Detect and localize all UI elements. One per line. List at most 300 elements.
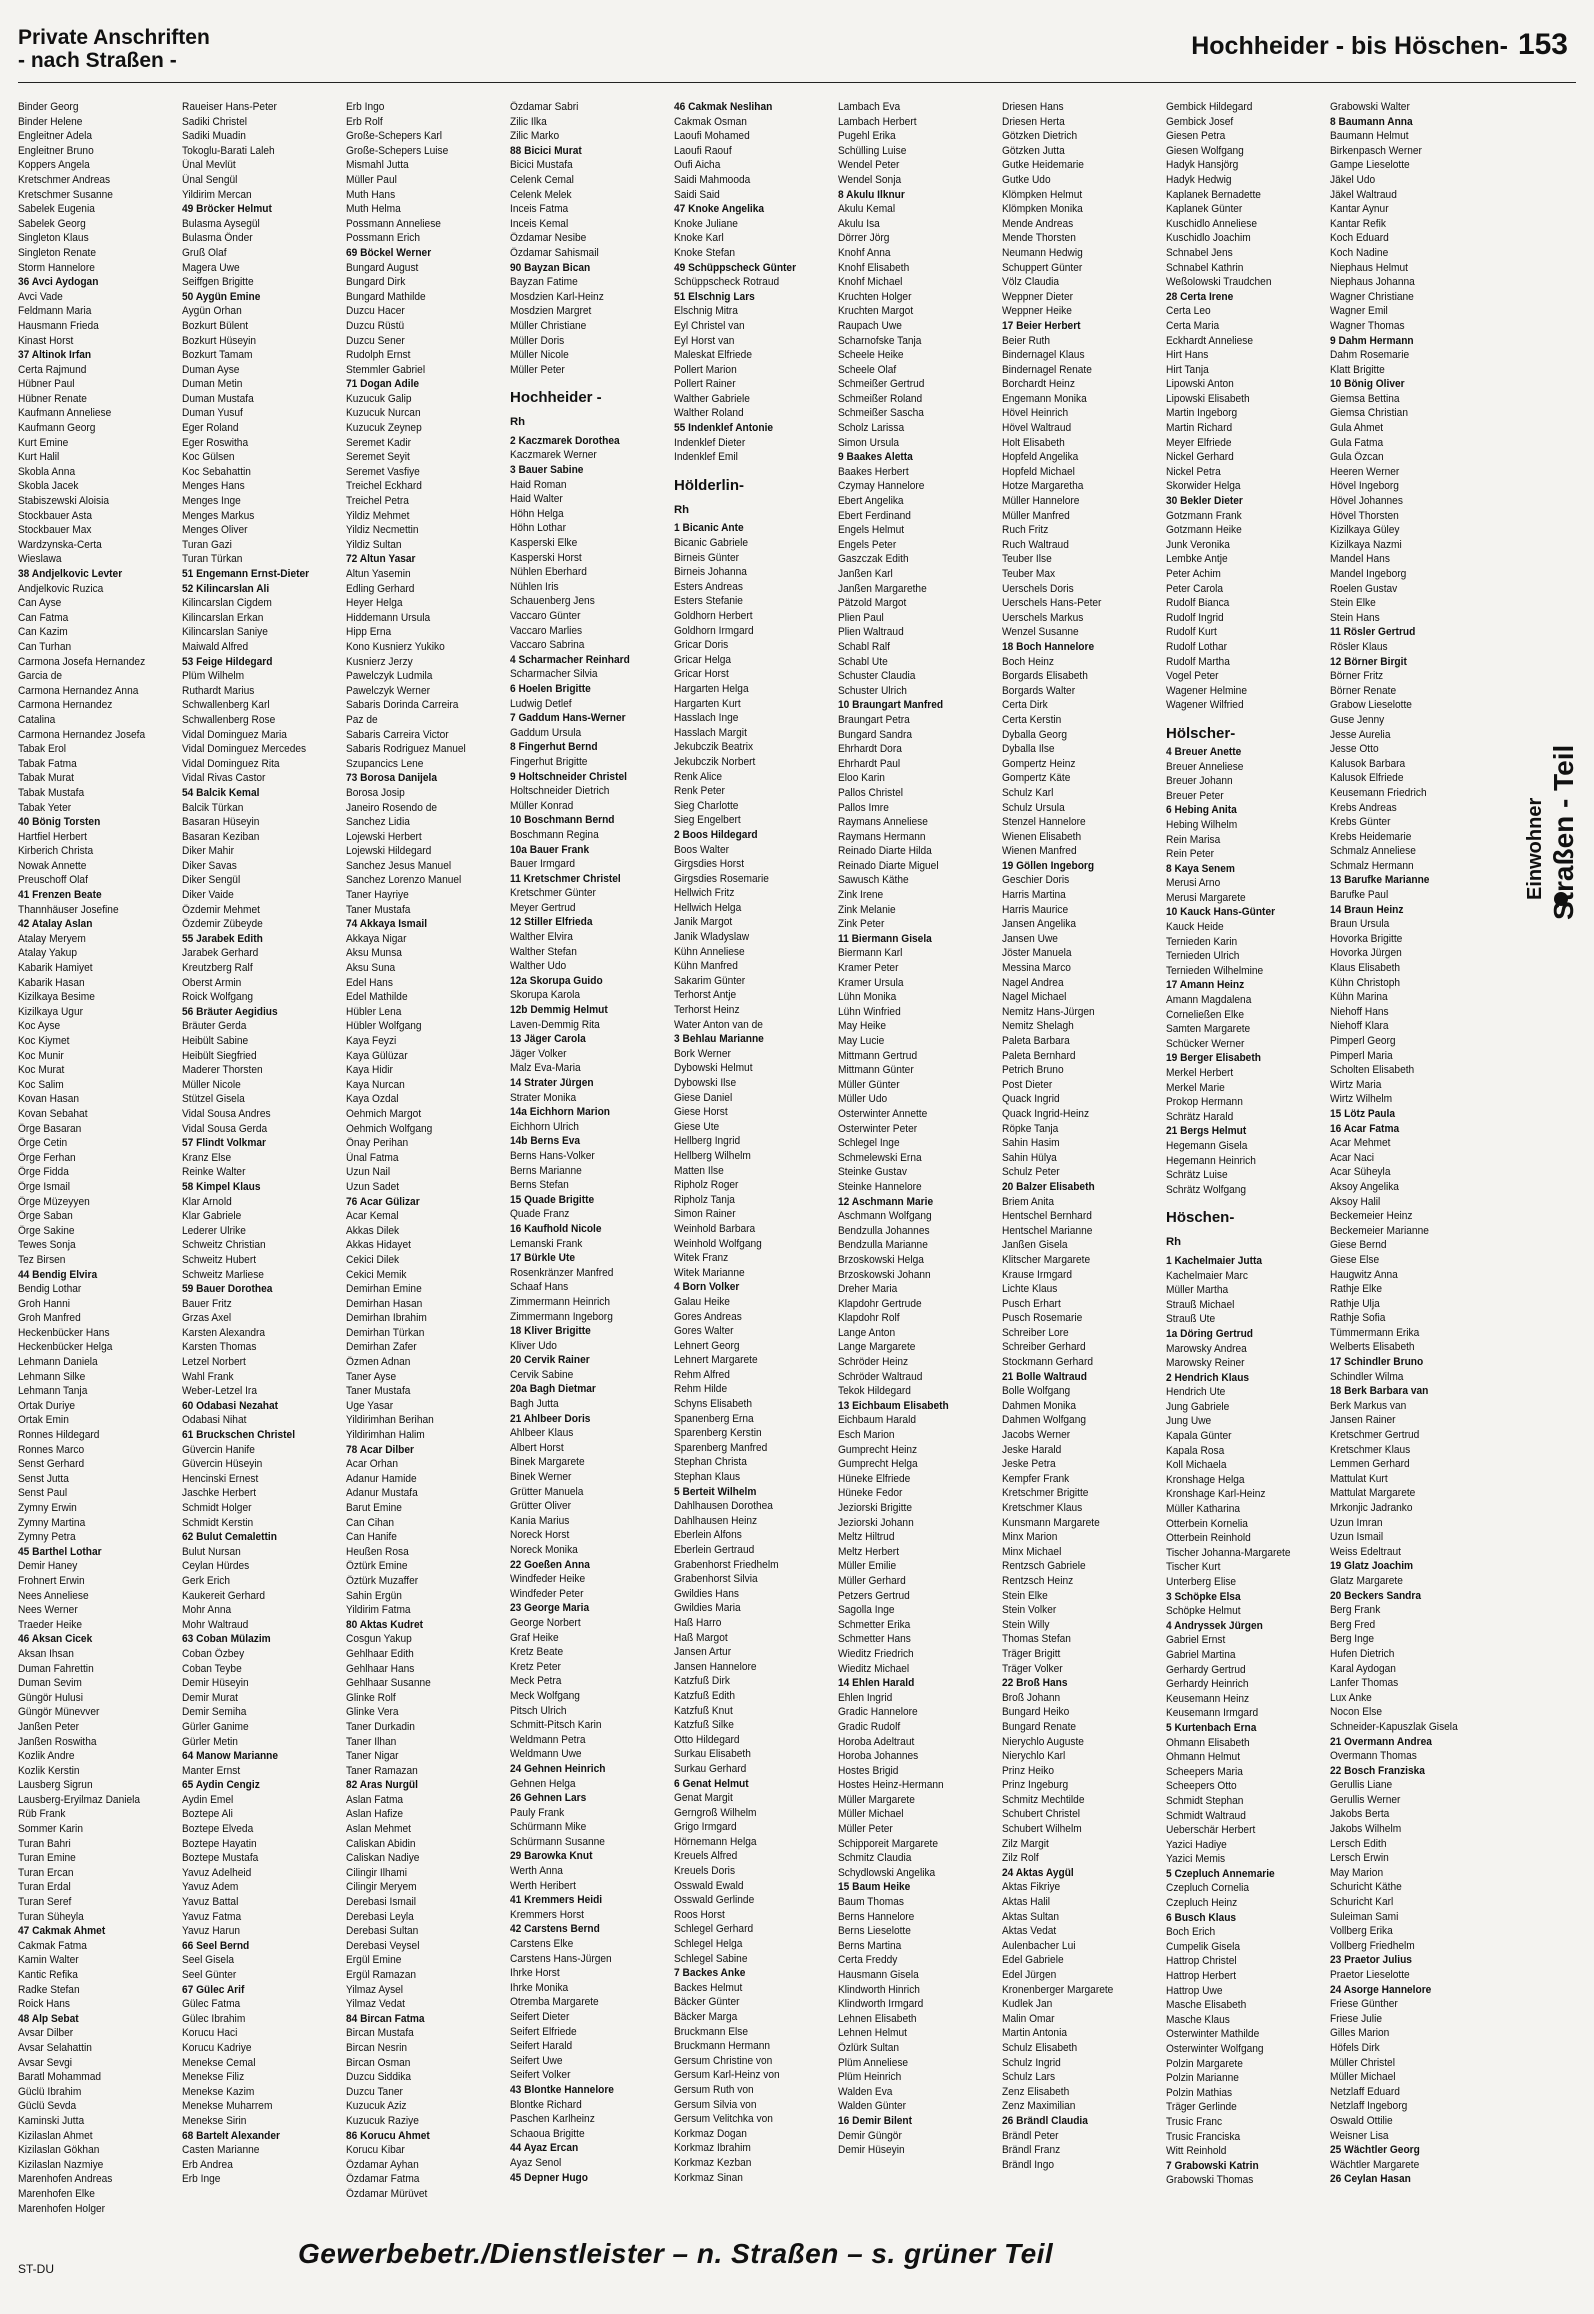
resident-entry: Akkas Hidayet: [346, 1239, 411, 1252]
resident-entry: Uerschels Markus: [1002, 611, 1084, 624]
resident-entry: Sakarim Günter: [674, 974, 746, 987]
resident-entry: Heibült Sabine: [182, 1035, 249, 1047]
resident-entry: Paleta Bernhard: [1002, 1049, 1076, 1062]
resident-entry: Rosenkränzer Manfred: [510, 1266, 614, 1279]
resident-entry: Boztepe Hayatin: [182, 1837, 257, 1850]
resident-entry: Masche Elisabeth: [1166, 1999, 1247, 2012]
resident-entry: Schlegel Helga: [674, 1938, 743, 1951]
resident-entry: May Lucie: [838, 1035, 885, 1047]
resident-entry: Klömpken Monika: [1002, 203, 1083, 216]
resident-entry: Cumpelik Gisela: [1166, 1940, 1241, 1953]
resident-entry: Kirberich Christa: [18, 845, 94, 858]
resident-entry: 42 Carstens Bernd: [510, 1923, 600, 1936]
resident-entry: Önay Perihan: [346, 1137, 409, 1150]
resident-entry: Schüppscheck Rotraud: [674, 276, 780, 289]
resident-entry: Bozkurt Bülent: [182, 319, 249, 332]
resident-entry: Tewes Sonja: [18, 1239, 76, 1252]
resident-entry: Hargarten Kurt: [674, 697, 741, 710]
resident-entry: Scheepers Otto: [1166, 1780, 1237, 1793]
resident-entry: Ortak Duriye: [18, 1399, 76, 1412]
resident-entry: 11 Rösler Gertrud: [1330, 626, 1416, 639]
resident-entry: Karsten Alexandra: [182, 1326, 266, 1339]
resident-entry: Schröder Heinz: [838, 1356, 909, 1369]
resident-entry: Peter Achim: [1166, 568, 1221, 580]
resident-entry: 22 Broß Hans: [1002, 1677, 1068, 1690]
resident-entry: Uerschels Hans-Peter: [1002, 597, 1102, 610]
resident-entry: Laoufi Raouf: [674, 144, 732, 157]
resident-entry: 71 Dogan Adile: [346, 378, 420, 391]
resident-entry: Manter Ernst: [182, 1764, 241, 1777]
side-tab-label: [1522, 640, 1582, 940]
resident-entry: Frohnert Erwin: [18, 1574, 85, 1587]
resident-entry: Große-Schepers Luise: [346, 144, 449, 157]
resident-entry: Can Hanife: [346, 1531, 397, 1544]
resident-entry: Örge Saban: [18, 1210, 73, 1223]
resident-entry: Derebasi Leyla: [346, 1910, 414, 1923]
resident-entry: Carmona Hernandez Anna: [18, 684, 139, 697]
resident-entry: Schydlowski Angelika: [838, 1866, 936, 1879]
resident-entry: Mohr Waltraud: [182, 1618, 249, 1631]
resident-entry: Ronnes Marco: [18, 1443, 85, 1456]
resident-entry: 5 Czepluch Annemarie: [1166, 1867, 1275, 1880]
resident-entry: Basaran Keziban: [182, 830, 260, 843]
resident-entry: Grabowski Walter: [1330, 101, 1410, 113]
resident-entry: Koc Kiymet: [18, 1035, 70, 1047]
resident-entry: Krebs Andreas: [1330, 801, 1397, 814]
resident-entry: Örge Cetin: [18, 1137, 68, 1150]
resident-entry: Gerngroß Wilhelm: [674, 1806, 757, 1819]
resident-entry: Acar Orhan: [346, 1458, 398, 1471]
resident-entry: Senst Gerhard: [18, 1458, 85, 1471]
resident-entry: Akkas Dilek: [346, 1224, 400, 1237]
resident-entry: Wirtz Maria: [1330, 1078, 1382, 1091]
resident-entry: Gerhardy Heinrich: [1166, 1678, 1249, 1691]
resident-entry: Schmeißer Roland: [838, 392, 923, 405]
resident-entry: Koc Murat: [18, 1064, 65, 1077]
resident-entry: Ternieden Karin: [1166, 935, 1238, 948]
resident-entry: Esters Stefanie: [674, 595, 743, 608]
resident-entry: 41 Kremmers Heidi: [510, 1894, 603, 1907]
resident-entry: Hostes Brigid: [838, 1764, 899, 1777]
resident-entry: Kusnierz Jerzy: [346, 655, 413, 668]
resident-entry: 55 Indenklef Antonie: [674, 422, 774, 435]
resident-entry: Bicici Mustafa: [510, 159, 573, 172]
resident-entry: Gula Özcan: [1330, 451, 1384, 464]
resident-entry: Wienen Elisabeth: [1002, 830, 1082, 843]
resident-entry: Klar Arnold: [182, 1195, 232, 1208]
resident-entry: Tekok Hildegard: [838, 1385, 911, 1398]
resident-entry: 46 Cakmak Neslihan: [674, 101, 773, 113]
resident-entry: Gradic Hannelore: [838, 1706, 918, 1719]
resident-entry: 44 Ayaz Ercan: [510, 2142, 579, 2155]
resident-entry: Lederer Ulrike: [182, 1224, 246, 1237]
resident-entry: Dahmen Wolfgang: [1002, 1414, 1087, 1427]
resident-entry: 38 Andjelkovic Levter: [18, 568, 123, 580]
resident-entry: Mittmann Günter: [838, 1064, 914, 1077]
resident-entry: Erb Inge: [182, 2173, 221, 2186]
resident-entry: Otto Hildegard: [674, 1733, 740, 1746]
resident-entry: Schaaf Hans: [510, 1281, 569, 1294]
resident-entry: Hiddemann Ursula: [346, 611, 431, 624]
resident-entry: Groh Hanni: [18, 1297, 71, 1310]
resident-entry: Aksoy Angelika: [1330, 1180, 1399, 1193]
resident-entry: Boch Erich: [1166, 1926, 1216, 1939]
resident-entry: Pusch Erhart: [1002, 1297, 1061, 1310]
resident-entry: Taner Nigar: [346, 1750, 399, 1763]
resident-entry: Zimmermann Heinrich: [510, 1295, 611, 1308]
resident-entry: Ünal Sengül: [182, 173, 238, 186]
resident-entry: Hövel Johannes: [1330, 495, 1403, 508]
resident-entry: Aktas Sultan: [1002, 1910, 1060, 1923]
resident-entry: Nühlen Eberhard: [510, 566, 587, 579]
resident-entry: Turan Bahri: [18, 1837, 71, 1850]
resident-entry: Aksu Suna: [346, 962, 396, 975]
resident-entry: Krause Irmgard: [1002, 1268, 1073, 1281]
resident-entry: Berg Frank: [1330, 1604, 1381, 1617]
resident-entry: Sagolla Inge: [838, 1604, 895, 1617]
resident-entry: Schulz Ursula: [1002, 801, 1065, 814]
resident-entry: Binek Werner: [510, 1471, 572, 1484]
resident-entry: Hegemann Gisela: [1166, 1139, 1248, 1152]
resident-entry: Walden Günter: [838, 2100, 907, 2113]
resident-entry: Janßen Margarethe: [838, 582, 927, 595]
resident-entry: Gumprecht Heinz: [838, 1443, 918, 1456]
resident-entry: Turan Erdal: [18, 1881, 71, 1894]
resident-entry: Stein Elke: [1002, 1589, 1048, 1602]
resident-entry: Heibült Siegfried: [182, 1049, 257, 1062]
resident-entry: Stabiszewski Aloisia: [18, 495, 109, 508]
resident-entry: Ronnes Hildegard: [18, 1429, 100, 1442]
resident-entry: Kruchten Holger: [838, 290, 912, 303]
resident-entry: Ternieden Ulrich: [1166, 950, 1240, 963]
resident-entry: 60 Odabasi Nezahat: [182, 1399, 279, 1412]
resident-entry: Simon Ursula: [838, 436, 900, 449]
resident-entry: Post Dieter: [1002, 1078, 1053, 1091]
resident-entry: Stenzel Hannelore: [1002, 816, 1086, 829]
resident-entry: Özdamar Fatma: [346, 2173, 420, 2186]
resident-entry: Giese Else: [1330, 1253, 1380, 1266]
resident-entry: Kronshage Helga: [1166, 1473, 1245, 1486]
resident-entry: Renk Alice: [674, 770, 723, 783]
resident-entry: Völz Claudia: [1002, 276, 1060, 289]
resident-entry: Cosgun Yakup: [346, 1633, 412, 1646]
resident-entry: Dahm Rosemarie: [1330, 349, 1410, 362]
resident-entry: 20 Cervik Rainer: [510, 1354, 590, 1367]
resident-entry: 45 Barthel Lothar: [18, 1545, 102, 1558]
resident-entry: Bagh Jutta: [510, 1398, 559, 1411]
resident-entry: 48 Alp Sebat: [18, 2012, 79, 2025]
resident-entry: Berns Martina: [838, 1939, 902, 1952]
resident-entry: Kudlek Jan: [1002, 1998, 1053, 2011]
resident-entry: Duman Ayse: [182, 363, 240, 376]
resident-entry: Teuber Max: [1002, 568, 1056, 580]
resident-entry: 16 Demir Bilent: [838, 2114, 913, 2127]
resident-entry: Niehoff Hans: [1330, 1005, 1389, 1018]
resident-entry: Plüm Wilhelm: [182, 670, 245, 683]
resident-entry: Karal Aydogan: [1330, 1662, 1396, 1675]
resident-entry: Glinke Rolf: [346, 1691, 396, 1704]
resident-entry: Gehlhaar Edith: [346, 1647, 414, 1660]
resident-entry: Giesen Petra: [1166, 130, 1226, 143]
resident-entry: Lembke Antje: [1166, 553, 1228, 566]
resident-entry: Gersum Silvia von: [674, 2098, 757, 2111]
resident-entry: Weldmann Uwe: [510, 1748, 582, 1761]
resident-entry: 18 Kliver Brigitte: [510, 1325, 591, 1338]
resident-entry: 7 Backes Anke: [674, 1967, 746, 1980]
resident-entry: Surkau Gerhard: [674, 1762, 747, 1775]
resident-entry: 84 Bircan Fatma: [346, 2012, 425, 2025]
resident-entry: Petzers Gertrud: [838, 1589, 910, 1602]
resident-entry: Kretschmer Andreas: [18, 173, 111, 186]
resident-entry: Surkau Elisabeth: [674, 1748, 751, 1761]
resident-entry: Mende Andreas: [1002, 217, 1074, 230]
resident-entry: Kilincarslan Saniye: [182, 626, 268, 639]
resident-entry: Wendel Sonja: [838, 173, 902, 186]
page-footer: [18, 2230, 1576, 2290]
resident-entry: Walther Roland: [674, 407, 744, 420]
resident-entry: Adanur Hamide: [346, 1472, 417, 1485]
resident-entry: Genat Margit: [674, 1792, 733, 1805]
resident-entry: Aslan Hafize: [346, 1808, 404, 1821]
resident-entry: Marenhofen Andreas: [18, 2173, 113, 2186]
resident-entry: Giese Ute: [674, 1120, 720, 1133]
resident-entry: Jesse Aurelia: [1330, 728, 1391, 741]
resident-entry: Werth Heribert: [510, 1879, 576, 1892]
resident-entry: Netzlaff Ingeborg: [1330, 2100, 1408, 2113]
resident-entry: Müller Michael: [1330, 2071, 1396, 2084]
resident-entry: Özdemir Zübeyde: [182, 918, 263, 931]
resident-entry: 9 Holtschneider Christel: [510, 770, 627, 783]
resident-entry: Muth Helma: [346, 203, 401, 216]
resident-entry: Aksoy Halil: [1330, 1195, 1381, 1208]
resident-entry: Cakmak Fatma: [18, 1939, 87, 1952]
resident-entry: 23 Praetor Julius: [1330, 1954, 1412, 1967]
resident-entry: Grütter Oliver: [510, 1500, 572, 1513]
resident-entry: Carmona Josefa Hernandez: [18, 655, 146, 668]
resident-entry: Seifert Uwe: [510, 2054, 563, 2067]
page-range: [1191, 28, 1568, 62]
resident-entry: Hasslach Inge: [674, 712, 739, 725]
resident-entry: Atalay Yakup: [18, 947, 77, 960]
resident-entry: George Norbert: [510, 1616, 581, 1629]
resident-entry: Saidi Said: [674, 188, 720, 201]
resident-entry: Walther Stefan: [510, 945, 577, 958]
resident-entry: Schürmann Mike: [510, 1821, 587, 1834]
resident-entry: Yavuz Adem: [182, 1881, 239, 1894]
resident-entry: Meltz Hiltrud: [838, 1531, 895, 1544]
resident-entry: Knoke Juliane: [674, 217, 738, 230]
resident-entry: Yavuz Harun: [182, 1925, 241, 1938]
resident-entry: Hausmann Gisela: [838, 1969, 919, 1981]
resident-entry: Bruckmann Else: [674, 2025, 749, 2038]
resident-entry: Engels Peter: [838, 538, 897, 551]
resident-entry: Kovan Sebahat: [18, 1107, 88, 1120]
resident-entry: Storm Hannelore: [18, 261, 95, 274]
resident-entry: Schuster Ulrich: [838, 684, 907, 697]
resident-entry: Nees Anneliese: [18, 1589, 89, 1602]
resident-entry: Maleskat Elfriede: [674, 349, 752, 362]
resident-entry: Zenz Maximilian: [1002, 2100, 1076, 2113]
resident-entry: Haid Roman: [510, 478, 567, 491]
resident-entry: Kalusok Elfriede: [1330, 772, 1404, 785]
resident-entry: Wieslawa: [18, 553, 62, 566]
resident-entry: Gerullis Werner: [1330, 1793, 1401, 1806]
resident-entry: Wienen Manfred: [1002, 845, 1077, 858]
resident-entry: Pallos Imre: [838, 801, 889, 814]
resident-entry: Noreck Monika: [510, 1544, 578, 1556]
resident-entry: Gwildies Maria: [674, 1602, 741, 1615]
resident-entry: Götzken Dietrich: [1002, 130, 1078, 143]
resident-entry: Knoke Stefan: [674, 246, 736, 259]
resident-entry: Gerk Erich: [182, 1574, 231, 1587]
resident-entry: Aksan Ihsan: [18, 1647, 74, 1660]
resident-entry: Bungard Sandra: [838, 728, 913, 741]
resident-entry: Hüneke Elfriede: [838, 1472, 911, 1485]
resident-entry: Krebs Heidemarie: [1330, 830, 1412, 843]
resident-entry: Hovorka Jürgen: [1330, 947, 1402, 960]
resident-entry: Terhorst Antje: [674, 989, 737, 1002]
resident-entry: Jacobs Werner: [1002, 1429, 1071, 1442]
resident-entry: Kizilkaya Ugur: [18, 1005, 83, 1018]
resident-entry: Goldhorn Irmgard: [674, 624, 754, 637]
resident-entry: Müller Doris: [510, 334, 565, 347]
resident-entry: Rein Marisa: [1166, 833, 1221, 846]
resident-entry: Kuschidlo Joachim: [1166, 232, 1251, 245]
resident-entry: Ayaz Senol: [510, 2156, 562, 2169]
resident-entry: Goldhorn Herbert: [674, 610, 753, 622]
resident-entry: Zink Melanie: [838, 903, 896, 916]
resident-entry: Schabl Ute: [838, 655, 888, 668]
resident-entry: Meck Petra: [510, 1675, 562, 1688]
resident-entry: 90 Bayzan Bican: [510, 261, 591, 274]
resident-entry: 2 Kaczmarek Dorothea: [510, 434, 620, 447]
resident-entry: Reinado Diarte Hilda: [838, 845, 932, 858]
resident-entry: Berns Marianne: [510, 1164, 582, 1177]
resident-entry: Kreutzberg Ralf: [182, 962, 253, 975]
resident-entry: Keusemann Friedrich: [1330, 786, 1427, 799]
resident-entry: Jansen Hannelore: [674, 1660, 757, 1673]
resident-entry: Skorwider Helga: [1166, 480, 1241, 493]
resident-entry: Roelen Gustav: [1330, 582, 1398, 595]
resident-entry: Koc Sebahattin: [182, 465, 251, 478]
resident-entry: Müller Manfred: [1002, 509, 1070, 522]
resident-entry: Diker Mahir: [182, 845, 234, 858]
resident-entry: Acar Naci: [1330, 1151, 1375, 1164]
resident-entry: Odabasi Nihat: [182, 1414, 247, 1427]
resident-entry: Grigo Irmgard: [674, 1821, 737, 1834]
resident-entry: Schindler Wilma: [1330, 1370, 1404, 1383]
resident-entry: Örge Fidda: [18, 1166, 69, 1179]
resident-entry: Bulasma Aysegül: [182, 217, 260, 230]
resident-entry: Jöster Manuela: [1002, 947, 1072, 960]
resident-entry: Menekse Filiz: [182, 2071, 245, 2084]
resident-entry: Rentzsch Gabriele: [1002, 1560, 1086, 1573]
resident-entry: 40 Bönig Torsten: [18, 816, 101, 829]
resident-entry: Jekubczik Norbert: [674, 755, 756, 768]
resident-entry: Uzun Nail: [346, 1166, 391, 1179]
resident-entry: Berns Hans-Volker: [510, 1149, 595, 1162]
resident-entry: Yilmaz Vedat: [346, 1998, 405, 2011]
resident-entry: Andjelkovic Ruzica: [18, 582, 104, 595]
resident-entry: Bindernagel Klaus: [1002, 349, 1085, 362]
resident-entry: Koch Nadine: [1330, 246, 1389, 259]
resident-entry: Simon Rainer: [674, 1208, 736, 1221]
resident-entry: Pawelczyk Werner: [346, 684, 431, 697]
resident-entry: Adanur Mustafa: [346, 1487, 418, 1500]
resident-entry: Osterwinter Wolfgang: [1166, 2043, 1264, 2055]
resident-entry: Bräuter Gerda: [182, 1020, 247, 1033]
resident-entry: Hövel Ingeborg: [1330, 480, 1399, 493]
resident-entry: 69 Böckel Werner: [346, 246, 432, 259]
resident-entry: Meyer Elfriede: [1166, 436, 1232, 449]
resident-entry: Altun Yasemin: [346, 568, 411, 580]
resident-entry: 68 Bartelt Alexander: [182, 2129, 280, 2142]
resident-entry: Zilz Margit: [1002, 1837, 1049, 1850]
resident-entry: Gembick Josef: [1166, 115, 1234, 128]
resident-entry: Tokoglu-Barati Laleh: [182, 144, 275, 157]
resident-entry: Brzoskowski Helga: [838, 1253, 924, 1266]
resident-entry: Klitscher Margarete: [1002, 1253, 1091, 1266]
resident-entry: Quack Ingrid: [1002, 1093, 1060, 1106]
resident-entry: Güclü Ibrahim: [18, 2085, 82, 2098]
resident-entry: Jarabek Gerhard: [182, 947, 259, 960]
resident-entry: Özmen Adnan: [346, 1356, 411, 1369]
resident-entry: Kuzucuk Galip: [346, 392, 412, 405]
resident-entry: Avsar Selahattin: [18, 2041, 92, 2054]
resident-entry: Strauß Ute: [1166, 1313, 1216, 1326]
resident-entry: Hartfiel Herbert: [18, 830, 87, 843]
resident-entry: Gerhardy Gertrud: [1166, 1663, 1246, 1676]
resident-entry: Ohmann Elisabeth: [1166, 1736, 1250, 1749]
resident-entry: 15 Quade Brigitte: [510, 1193, 595, 1206]
resident-entry: Duman Fahrettin: [18, 1662, 94, 1675]
resident-entry: Dybowski Ilse: [674, 1077, 737, 1089]
resident-entry: Petrich Bruno: [1002, 1064, 1064, 1077]
resident-entry: Elschnig Mitra: [674, 305, 738, 318]
resident-entry: Hüneke Fedor: [838, 1487, 903, 1500]
resident-entry: 7 Gaddum Hans-Werner: [510, 712, 626, 725]
resident-entry: Edel Hans: [346, 976, 393, 989]
resident-entry: Schwallenberg Karl: [182, 699, 270, 712]
resident-entry: Ternieden Wilhelmine: [1166, 964, 1264, 977]
resident-entry: Kretschmer Günter: [510, 887, 596, 900]
resident-entry: Duzcu Hacer: [346, 305, 405, 318]
resident-entry: Jakobs Berta: [1330, 1808, 1390, 1821]
resident-entry: Taner Ilhan: [346, 1735, 397, 1748]
resident-entry: Akulu Kemal: [838, 203, 896, 216]
resident-entry: Brändl Peter: [1002, 2129, 1059, 2142]
resident-entry: Kaya Feyzi: [346, 1035, 397, 1047]
resident-entry: Sparenberg Kerstin: [674, 1427, 762, 1440]
directory-column: [838, 100, 994, 2220]
resident-entry: Koppers Angela: [18, 159, 90, 172]
resident-entry: 12 Börner Birgit: [1330, 655, 1407, 668]
resident-entry: Engemann Monika: [1002, 392, 1087, 405]
resident-entry: Turan Türkan: [182, 553, 243, 566]
resident-entry: Malz Eva-Maria: [510, 1062, 581, 1075]
resident-entry: Windfeder Heike: [510, 1573, 586, 1586]
resident-entry: Ripholz Roger: [674, 1179, 739, 1192]
resident-entry: Netzlaff Eduard: [1330, 2085, 1400, 2098]
resident-entry: Mandel Ingeborg: [1330, 568, 1407, 580]
resident-entry: Duman Yusuf: [182, 407, 243, 420]
resident-entry: Oberst Armin: [182, 976, 242, 989]
resident-entry: Grabenhorst Silvia: [674, 1573, 758, 1586]
resident-entry: Graf Heike: [510, 1631, 559, 1644]
street-subheading: Rh: [510, 416, 526, 429]
resident-entry: Avsar Dilber: [18, 2027, 74, 2040]
resident-entry: Kühn Christoph: [1330, 976, 1401, 989]
